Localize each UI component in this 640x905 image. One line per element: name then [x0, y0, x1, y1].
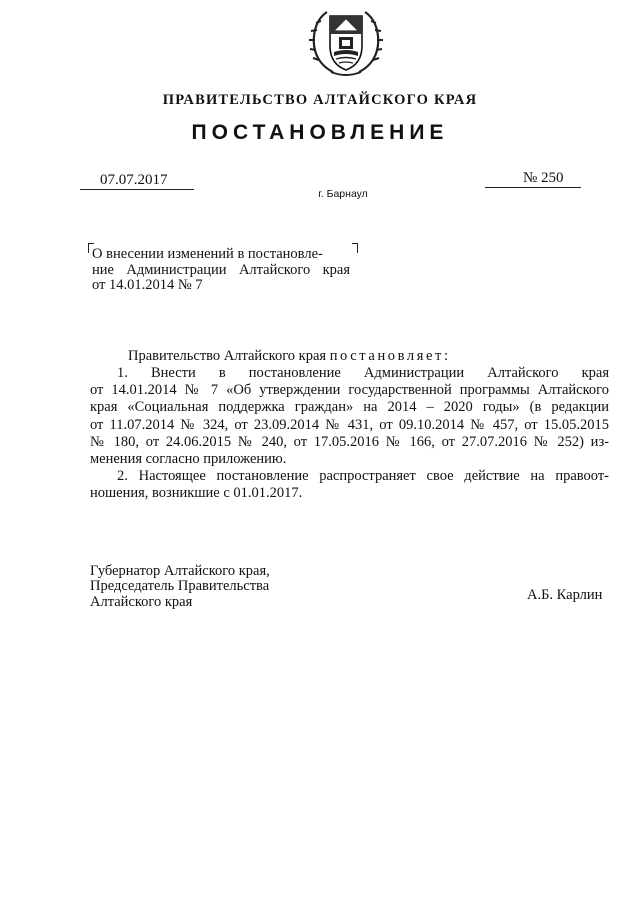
document-subject [92, 247, 350, 294]
signatory-title-line: Губернатор Алтайского края, [90, 563, 270, 579]
document-number: № 250 [523, 170, 564, 186]
signatory-title-line: Председатель Правительства [90, 578, 270, 595]
paragraph-1-line: края «Социальная поддержка граждан» на 2014 – 2020 годы» (в редакции [90, 399, 609, 416]
subject-line: от 14.01.2014 № 7 [92, 277, 203, 293]
preamble [128, 348, 451, 365]
paragraph-1-line: 1. Внести в постановление Администрации Алтайского края [117, 365, 609, 381]
document-type: ПОСТАНОВЛЕНИЕ [191, 121, 449, 144]
subject-line: О внесении изменений в постановле- [92, 246, 323, 262]
preamble-verb: постановляет: [329, 348, 451, 364]
paragraph-1-line: менения согласно приложению. [90, 451, 287, 468]
preamble-subject: Правительство Алтайского края [128, 348, 327, 364]
subject-bracket-right [352, 243, 358, 253]
document-body [90, 365, 609, 503]
document-date: 07.07.2017 [100, 172, 168, 188]
signatory-name: А.Б. Карлин [527, 587, 603, 603]
paragraph-1-line: от 14.01.2014 № 7 «Об утверждении государственной программы Алтайского [90, 382, 609, 399]
document-city: г. Барнаул [318, 188, 368, 200]
altai-krai-coat-of-arms-icon [303, 6, 389, 80]
subject-line: ние Администрации Алтайского края [92, 261, 350, 278]
signatory-title-line: Алтайского края [90, 593, 193, 610]
paragraph-1-line: № 180, от 24.06.2015 № 240, от 17.05.2016 № 166, от 27.07.2016 № 252) из- [90, 433, 609, 450]
paragraph-1-line: от 11.07.2014 № 324, от 23.09.2014 № 431, от 09.10.2014 № 457, от 15.05.2015 [90, 416, 609, 433]
signatory-title [90, 564, 270, 610]
issuer-name: ПРАВИТЕЛЬСТВО АЛТАЙСКОГО КРАЯ [162, 92, 478, 108]
paragraph-2-line: 2. Настоящее постановление распространяет свое действие на правоот- [117, 468, 609, 485]
paragraph-2-line: ношения, возникшие с 01.01.2017. [90, 485, 303, 502]
